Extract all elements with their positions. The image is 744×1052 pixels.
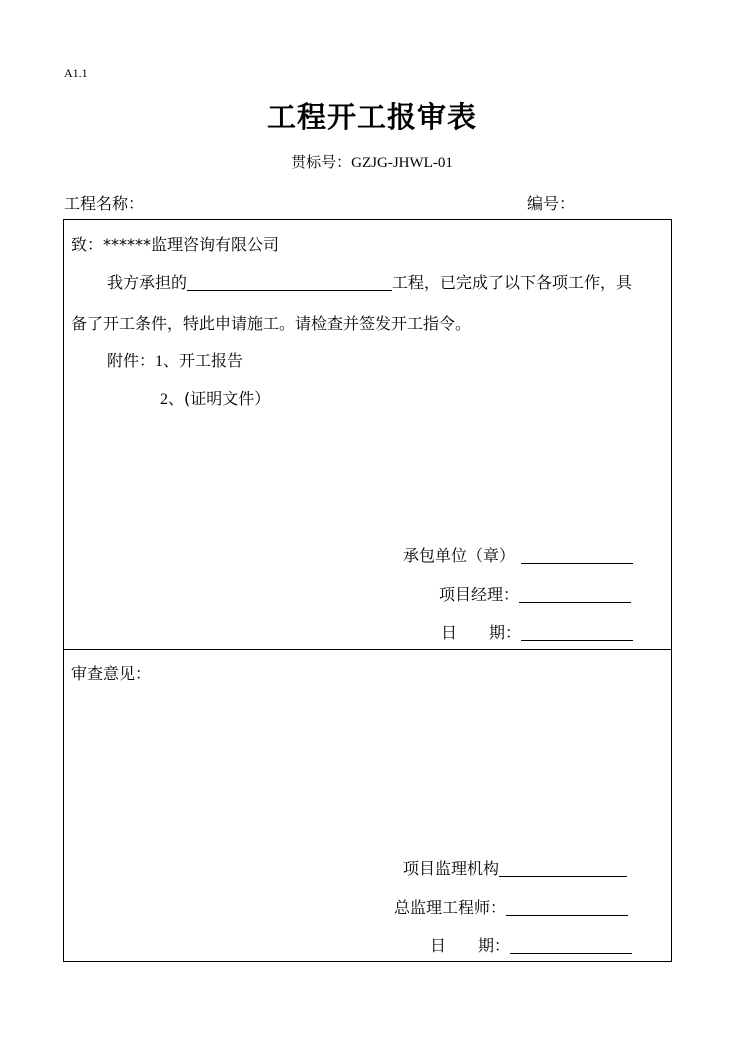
project-name-blank[interactable]: [187, 274, 392, 291]
standard-label: 贯标号：: [291, 153, 352, 171]
review-section: [63, 649, 672, 962]
org-label: 项目监理机构: [403, 859, 500, 878]
engineer-label: 总监理工程师：: [394, 898, 507, 917]
application-date: [441, 620, 633, 643]
attach1-num: 1、: [155, 353, 180, 370]
chief-engineer-signature: [394, 895, 628, 918]
attach2-text: (证明文件）: [184, 389, 271, 408]
number-label: 编号：: [527, 194, 576, 213]
manager-blank[interactable]: [519, 586, 631, 603]
date-label: 日 期：: [441, 623, 522, 642]
supervision-org-signature: [403, 856, 627, 879]
contractor-blank[interactable]: [521, 547, 633, 564]
application-line-1: [107, 270, 632, 293]
line1-suffix: 工程，已完成了以下各项工作，具: [392, 273, 633, 292]
org-blank[interactable]: [499, 860, 627, 877]
addressee: [71, 232, 279, 255]
line1-prefix: 我方承担的: [107, 273, 188, 292]
attach-label: 附件：: [107, 351, 156, 370]
review-opinion-label: 审查意见：: [71, 664, 152, 683]
contractor-signature: [403, 543, 633, 566]
engineer-blank[interactable]: [506, 899, 628, 916]
project-name-label: 工程名称：: [64, 194, 145, 213]
form-code: A1.1: [64, 66, 88, 80]
standard-number: [0, 151, 744, 172]
application-line-2: 备了开工条件，特此申请施工。请检查并签发开工指令。: [71, 314, 472, 333]
to-value: ******监理咨询有限公司: [103, 235, 280, 254]
attachment-2: [160, 386, 270, 409]
form-title: 工程开工报审表: [266, 100, 477, 134]
contractor-label: 承包单位（章）: [403, 546, 516, 565]
attach2-num: 2、: [160, 391, 185, 408]
application-section: [63, 219, 672, 650]
review-date: [430, 933, 632, 956]
attachment-1: [107, 348, 243, 371]
attach1-text: 开工报告: [179, 351, 244, 370]
manager-label: 项目经理：: [439, 585, 520, 604]
standard-value: GZJG-JHWL-01: [351, 155, 453, 171]
review-date-blank[interactable]: [510, 937, 632, 954]
to-label: 致：: [71, 235, 104, 254]
manager-signature: [439, 582, 631, 605]
date-blank[interactable]: [521, 624, 633, 641]
review-date-label: 日 期：: [430, 936, 511, 955]
